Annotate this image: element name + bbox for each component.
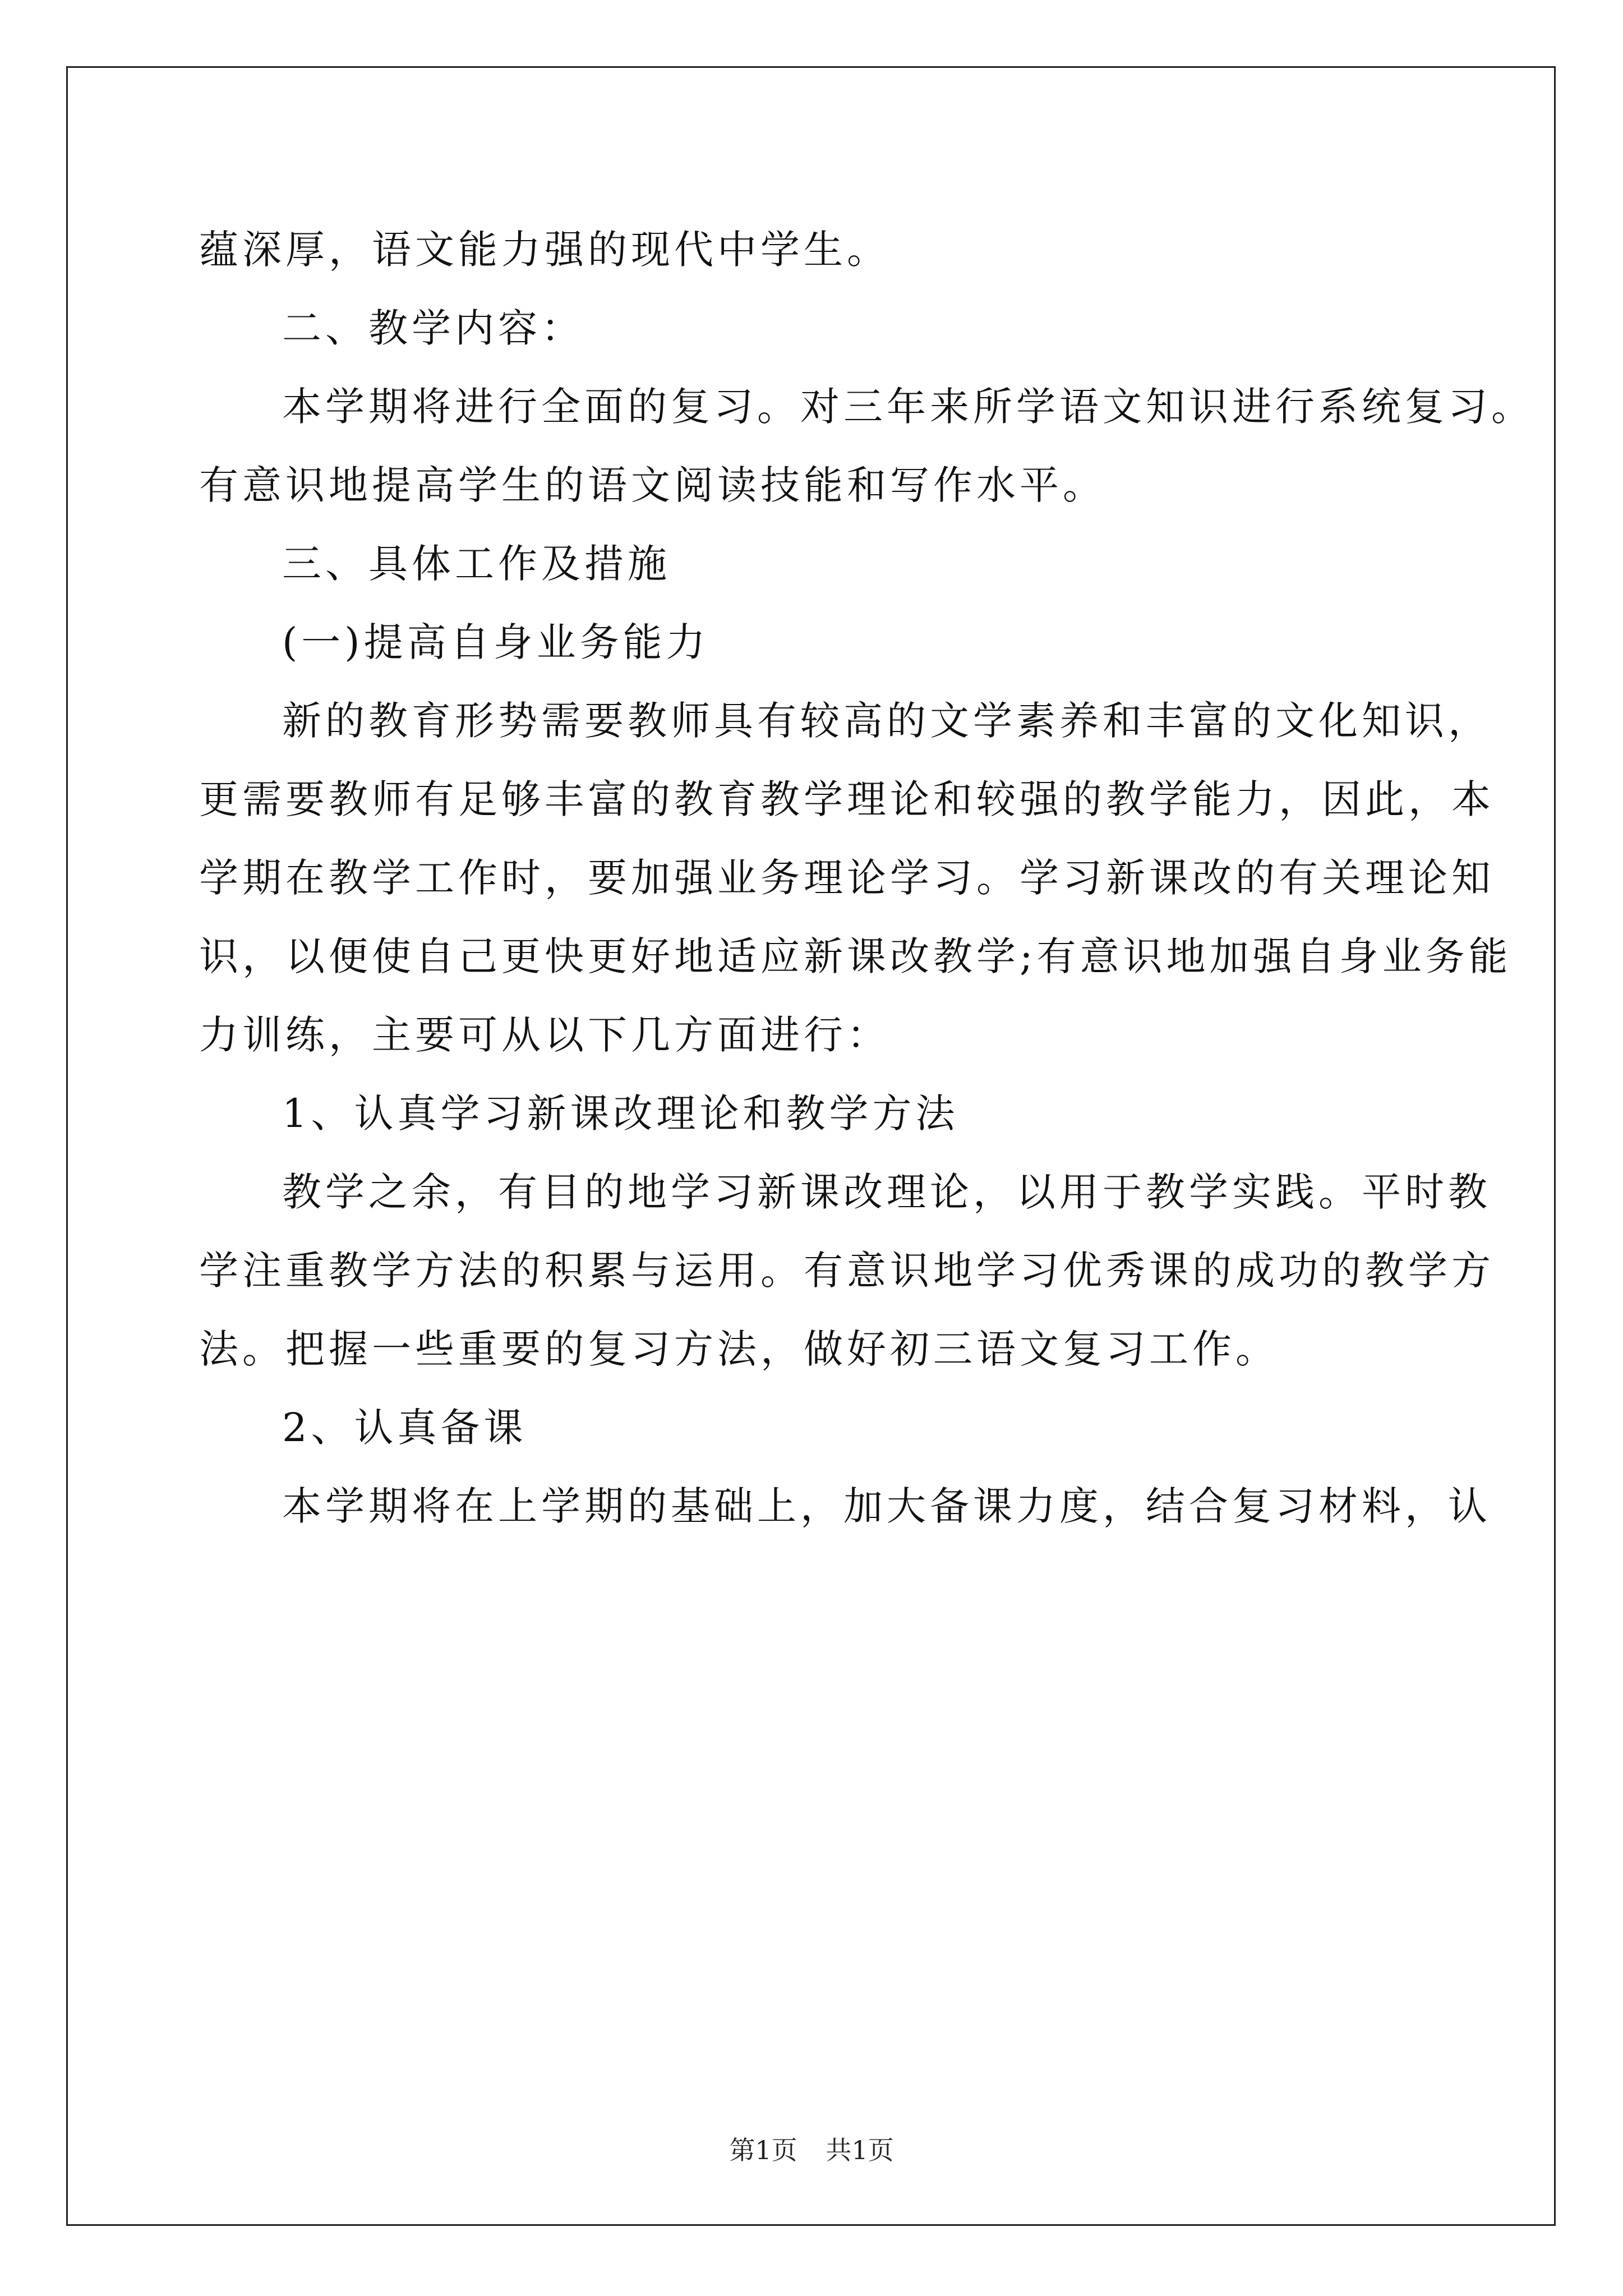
text-line: 力训练，主要可从以下几方面进行： bbox=[199, 1012, 890, 1058]
text-line: 识，以便使自己更快更好地适应新课改教学;有意识地加强自身业务能 bbox=[199, 933, 1512, 979]
text-line: 学注重教学方法的积累与运用。有意识地学习优秀课的成功的教学方 bbox=[199, 1248, 1495, 1294]
text-line: 有意识地提高学生的语文阅读技能和写作水平。 bbox=[199, 462, 1106, 508]
text-line: 1、认真学习新课改理论和教学方法 bbox=[282, 1091, 959, 1137]
text-line: 法。把握一些重要的复习方法，做好初三语文复习工作。 bbox=[199, 1326, 1279, 1372]
page-number: 第1页 bbox=[729, 2135, 797, 2165]
document-body bbox=[199, 210, 1534, 1545]
text-line: 本学期将在上学期的基础上，加大备课力度，结合复习材料，认 bbox=[282, 1483, 1491, 1529]
page-footer bbox=[0, 2133, 1623, 2167]
text-line: 更需要教师有足够丰富的教育教学理论和较强的教学能力，因此，本 bbox=[199, 776, 1495, 822]
text-line: 新的教育形势需要教师具有较高的文学素养和丰富的文化知识， bbox=[282, 698, 1491, 744]
text-line: 2、认真备课 bbox=[282, 1405, 527, 1451]
text-line: (一)提高自身业务能力 bbox=[282, 619, 709, 665]
text-line: 本学期将进行全面的复习。对三年来所学语文知识进行系统复习。 bbox=[282, 384, 1534, 430]
text-line: 二、教学内容： bbox=[282, 305, 584, 351]
text-line: 教学之余，有目的地学习新课改理论，以用于教学实践。平时教 bbox=[282, 1169, 1491, 1215]
text-line: 三、具体工作及措施 bbox=[282, 541, 671, 587]
text-line: 蕴深厚，语文能力强的现代中学生。 bbox=[199, 227, 890, 273]
text-line: 学期在教学工作时，要加强业务理论学习。学习新课改的有关理论知 bbox=[199, 855, 1495, 901]
total-pages: 共1页 bbox=[826, 2135, 894, 2165]
